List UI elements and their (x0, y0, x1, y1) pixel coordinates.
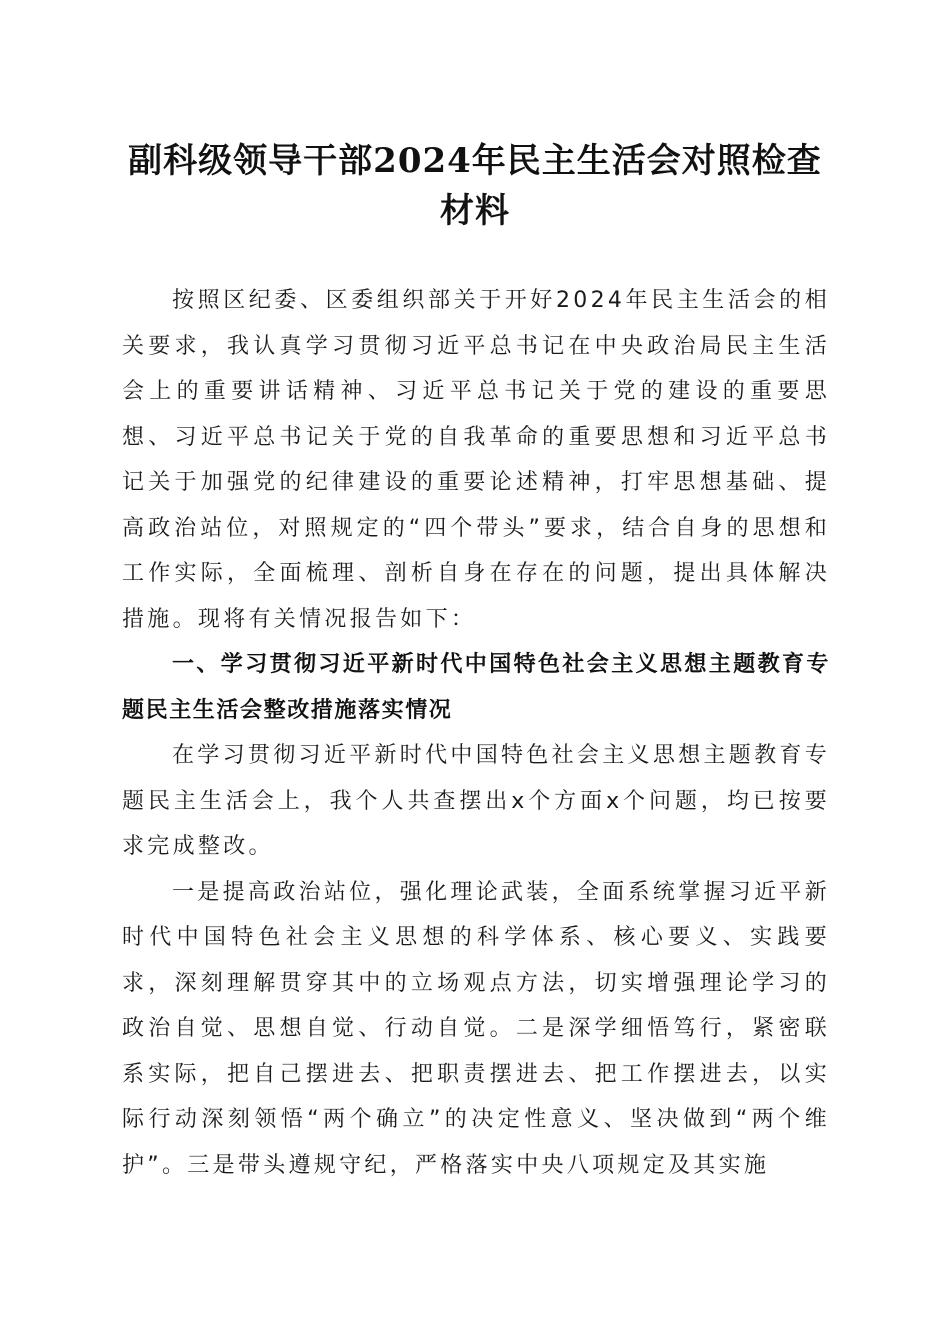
section-heading-1: 一、学习贯彻习近平新时代中国特色社会主义思想主题教育专题民主生活会整改措施落实情况 (122, 652, 830, 723)
document-title (100, 136, 850, 236)
section-1-paragraph-1: 在学习贯彻习近平新时代中国特色社会主义思想主题教育专题民主生活会上，我个人共查摆出x个方面x个问题，均已按要求完成整改。 (122, 743, 830, 859)
document-body (122, 278, 830, 1188)
title-line-1: 副科级领导干部2024年民主生活会对照检查 (128, 141, 822, 181)
section-1-paragraph-2: 一是提高政治站位，强化理论武装，全面系统掌握习近平新时代中国特色社会主义思想的科学体系、核心要义、实践要求，深刻理解贯穿其中的立场观点方法，切实增强理论学习的政治自觉、思想自觉、行动自觉。二是深学细悟笃行，紧密联系实际，把自己摆进去、把职责摆进去、把工作摆进去，以实际行动深刻领悟“两个确立”的决定性意义、坚决做到“两个维护”。三是带头遵规守纪，严格落实中央八项规定及其实施 (122, 879, 830, 1178)
title-line-2: 材料 (440, 191, 510, 231)
intro-paragraph: 按照区纪委、区委组织部关于开好2024年民主生活会的相关要求，我认真学习贯彻习近平总书记在中央政治局民主生活会上的重要讲话精神、习近平总书记关于党的建设的重要思想、习近平总书记关于党的自我革命的重要思想和习近平总书记关于加强党的纪律建设的重要论述精神，打牢思想基础、提高政治站位，对照规定的“四个带头”要求，结合自身的思想和工作实际，全面梳理、剖析自身在存在的问题，提出具体解决措施。现将有关情况报告如下： (122, 288, 830, 632)
